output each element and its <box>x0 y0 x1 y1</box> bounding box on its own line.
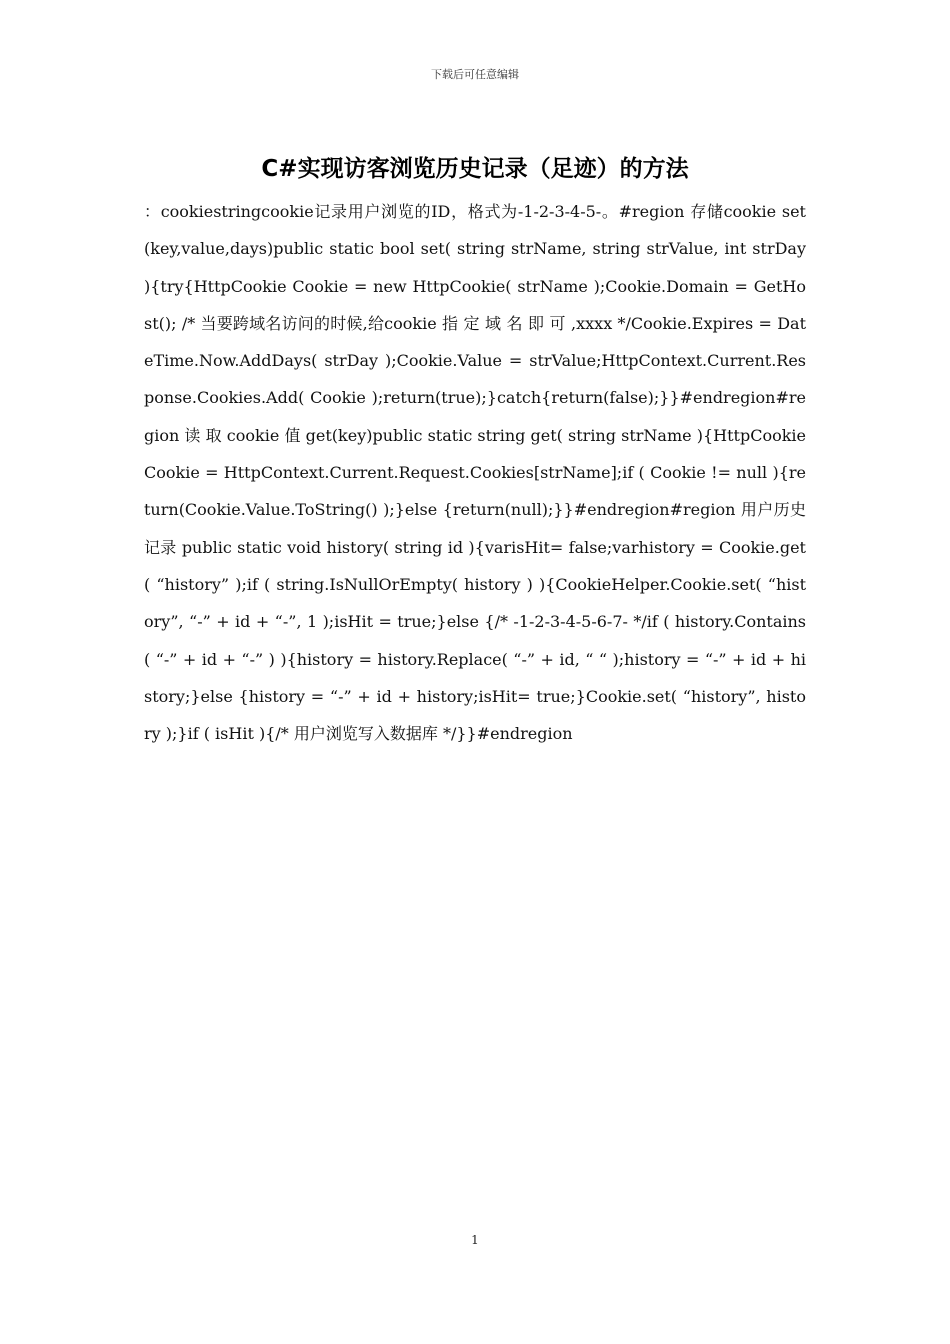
page-header: 下载后可任意编辑 <box>431 68 519 81</box>
page-number: 1 <box>471 1233 479 1247</box>
document-body: ：cookiestringcookie记录用户浏览的ID，格式为-1-2-3-4-5-。#region 存储cookie set(key,value,days)public static bool set( string strName, string strValue, int strDay ){try{HttpCookie Cookie = new HttpCookie( strName );Cookie.Domain = GetHost(); /* 当要跨域名访问的时候,给cookie 指 定 域 名 即 可 ,xxxx */Cookie.Expires = DateTime.Now.AddDays( strDay );Cookie.Value = strValue;HttpContext.Current.Response.Cookies.Add( Cookie );return(true);}catch{return(false);}}#endregion#region 读 取 cookie 值 get(key)public static string get( string strName ){HttpCookie Cookie = HttpContext.Current.Request.Cookies[strName];if ( Cookie != null ){return(Cookie.Value.ToString() );}else {return(null);}}#endregion#region 用户历史记录 public static void history( string id ){varisHit= false;varhistory = Cookie.get( “history” );if ( string.IsNullOrEmpty( history ) ){CookieHelper.Cookie.set( “history”, “-” + id + “-”, 1 );isHit = true;}else {/* -1-2-3-4-5-6-7- */if ( history.Contains( “-” + id + “-” ) ){history = history.Replace( “-” + id, “ “ );history = “-” + id + history;}else {history = “-” + id + history;isHit= true;}Cookie.set( “history”, history );}if ( isHit ){/* 用户浏览写入数据库 */}}#endregion <box>144 202 806 744</box>
document-title: C#实现访客浏览历史记录（足迹）的方法 <box>261 156 689 182</box>
